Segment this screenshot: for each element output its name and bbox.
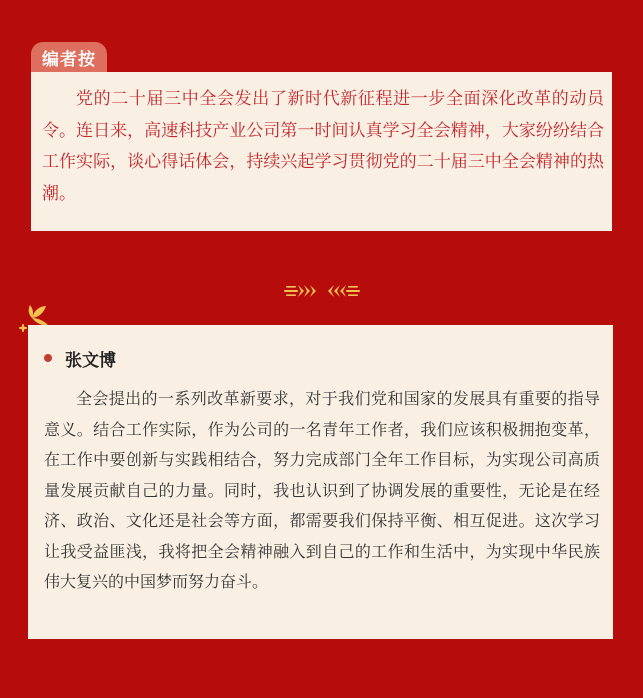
article-body: 全会提出的一系列改革新要求，对于我们党和国家的发展具有重要的指导意义。结合工作实际，作为公司的一名青年工作者，我们应该积极拥抱变革，在工作中要创新与实践相结合，努力完成部门全年工作目标，为实现公司高质量发展贡献自己的力量。同时，我也认识到了协调发展的重要性，无论是在经济、政治、文化还是社会等方面，都需要我们保持平衡、相互促进。这次学习让我受益匪浅，我将把全会精神融入到自己的工作和生活中，为实现中华民族伟大复兴的中国梦而努力奋斗。 — [44, 389, 600, 591]
wheat-divider-icon — [282, 282, 362, 300]
editor-note-tag: 编者按 — [31, 42, 107, 72]
author-name: 张文博 — [65, 350, 116, 371]
author-heading — [44, 345, 116, 371]
editor-note-text: 党的二十届三中全会发出了新时代新征程进一步全面深化改革的动员令。连日来，高速科技产业公司第一时间认真学习全会精神，大家纷纷结合工作实际，谈心得话体会，持续兴起学习贯彻党的二十届三中全会精神的热潮。 — [42, 89, 604, 204]
bullet-dot-icon — [44, 354, 52, 362]
